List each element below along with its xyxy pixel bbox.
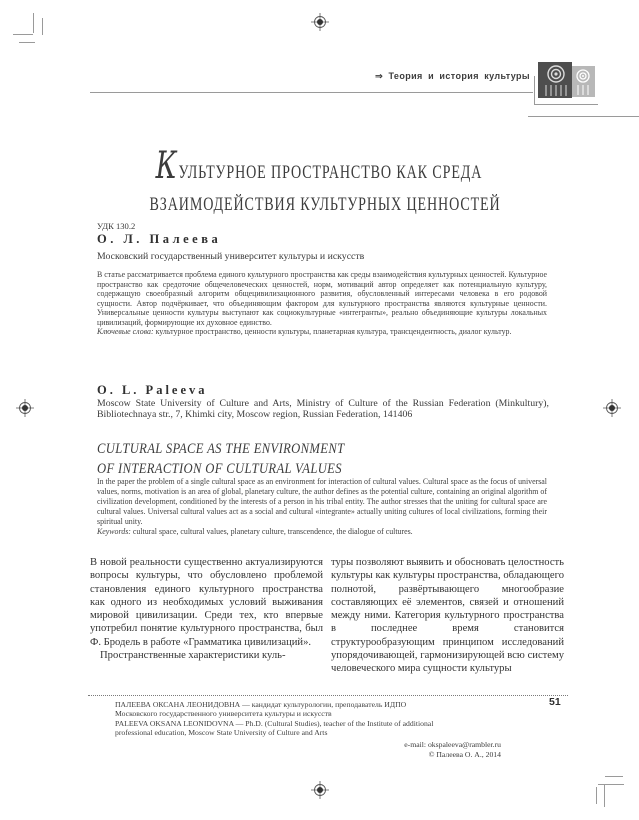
body-column-right bbox=[331, 556, 564, 676]
edge-rule bbox=[528, 116, 639, 117]
author-name-en: O. L. Paleeva bbox=[97, 383, 208, 397]
footnote-en bbox=[115, 719, 515, 737]
abstract-en bbox=[97, 477, 547, 537]
footnote-ru-line2: Московского государственного университета культуры и искусств bbox=[115, 709, 332, 719]
crop-mark bbox=[42, 18, 43, 35]
keywords-en-text: cultural space, cultural values, planetary culture, transcendence, the dialogue of cultures. bbox=[130, 527, 413, 536]
journal-logo bbox=[538, 60, 596, 109]
keywords-en-label: Keywords: bbox=[97, 527, 131, 536]
registration-mark-icon bbox=[16, 399, 34, 417]
registration-mark-icon bbox=[311, 781, 329, 799]
body-column-left bbox=[90, 556, 323, 662]
footnote-en-line1: PALEEVA OKSANA LEONIDOVNA — Ph.D. (Cultural Studies), teacher of the Institute of additional bbox=[115, 719, 434, 728]
keywords-en bbox=[97, 527, 547, 537]
abstract-ru-text: В статье рассматривается проблема единого культурного пространства как среды взаимодействия культурных ценностей. Культурное пространство как средоточие общечеловеческих ценностей, норм, мотиваций автор определяет как потенциальную культуру, содержащую своеобразный алгоритм общецивилизационного развития, обусловленный интересами человека в его родовой сущности. Автор подчёркивает, что объединяющим фактором для культурного пространства являются культурные ценности. Универсальные ценности культуры выступают как социокультурные «интегранты», реально объединяющие культуры локальных цивилизаций, формирующие их духовное единство. bbox=[97, 270, 547, 327]
column-capital-icon bbox=[538, 60, 596, 104]
article-title bbox=[90, 146, 548, 216]
registration-mark-icon bbox=[603, 399, 621, 417]
abstract-ru bbox=[97, 270, 547, 337]
author-email: e-mail: okspaleeva@rambler.ru bbox=[404, 740, 501, 749]
article-title-line1 bbox=[150, 146, 489, 193]
author-affiliation-ru: Московский государственный университет культуры и искусств bbox=[97, 251, 365, 262]
author-affiliation-en: Moscow State University of Culture and Arts, Ministry of Culture of the Russian Federation (Minkultury), Bibliotechnaya str., 7, Khimki city, Moscow region, Russian Federation, 141406 bbox=[97, 398, 549, 420]
footnote-divider bbox=[88, 695, 568, 696]
article-title-en-line1: CULTURAL SPACE AS THE ENVIRONMENT bbox=[97, 441, 345, 457]
body-paragraph: В новой реальности существенно актуализируются вопросы культуры, что обусловлено проблемой становления единого культурного пространства как одного из необходимых условий выживания мировой цивилизации. Среди тех, кто впервые употребил понятие культурного пространства, был Ф. Бродель в работе «Грамматика цивилизаций». bbox=[90, 557, 323, 648]
article-title-line2: ВЗАИМОДЕЙСТВИЯ КУЛЬТУРНЫХ ЦЕННОСТЕЙ bbox=[149, 194, 501, 215]
abstract-en-text: In the paper the problem of a single cultural space as an environment for interaction of cultural values. Cultural space as the focus of universal values, norms, motivation is an area of global, planetary culture, the author defines as the potential culture, containing an original algorithm of civilization development, conditioned by the interests of a person in his tribal entity. The author stresses that the uniting for cultural space are cultural values. Universal cultural values act as a social and cultural «integrante» actually uniting cultures of local civilizations, forming their spiritual unity. bbox=[97, 477, 547, 526]
crop-mark bbox=[19, 42, 35, 43]
section-header: ⇒ Теория и история культуры bbox=[375, 71, 530, 81]
crop-mark bbox=[596, 787, 597, 804]
footnote-ru bbox=[115, 700, 515, 718]
crop-mark bbox=[598, 784, 624, 785]
crop-mark bbox=[13, 34, 33, 35]
logo-frame bbox=[534, 76, 535, 105]
crop-mark bbox=[605, 776, 623, 777]
author-name-ru: О. Л. Палеева bbox=[97, 232, 222, 246]
footnote-ru-line1: ПАЛЕЕВА ОКСАНА ЛЕОНИДОВНА — кандидат культурологии, преподаватель ИДПО bbox=[115, 700, 407, 709]
drop-cap: К bbox=[155, 144, 178, 187]
body-paragraph: туры позволяют выявить и обосновать целостность культуры как культуры пространства, обладающего полнотой, развёртывающего многообразие составляющих её элементов, связей и отношений между ними. Категория культурного пространства в последнее время становится структурообразующим принципом исследований упорядочивающей, гармонизирующей всю систему человеческого мира сущности культуры bbox=[331, 557, 564, 675]
body-paragraph: Пространственные характеристики куль- bbox=[100, 650, 286, 662]
footnote-en-line2: professional education, Moscow State University of Culture and Arts bbox=[115, 728, 328, 738]
keywords-ru-label: Ключевые слова: bbox=[97, 327, 154, 336]
registration-mark-icon bbox=[311, 13, 329, 31]
keywords-ru bbox=[97, 327, 547, 337]
page-number: 51 bbox=[549, 696, 561, 708]
title-line1-text: УЛЬТУРНОЕ ПРОСТРАНСТВО КАК СРЕДА bbox=[178, 162, 483, 183]
article-title-en-line2: OF INTERACTION OF CULTURAL VALUES bbox=[97, 461, 342, 477]
crop-mark bbox=[604, 785, 605, 807]
keywords-ru-text: культурное пространство, ценности культуры, планетарная культура, трансцендентность, диалог культур. bbox=[153, 327, 512, 336]
article-title-en bbox=[97, 439, 344, 479]
crop-mark bbox=[33, 13, 34, 33]
udk-code: УДК 130.2 bbox=[97, 221, 136, 231]
header-rule bbox=[90, 92, 533, 93]
copyright-notice: © Палеева О. А., 2014 bbox=[428, 750, 501, 759]
